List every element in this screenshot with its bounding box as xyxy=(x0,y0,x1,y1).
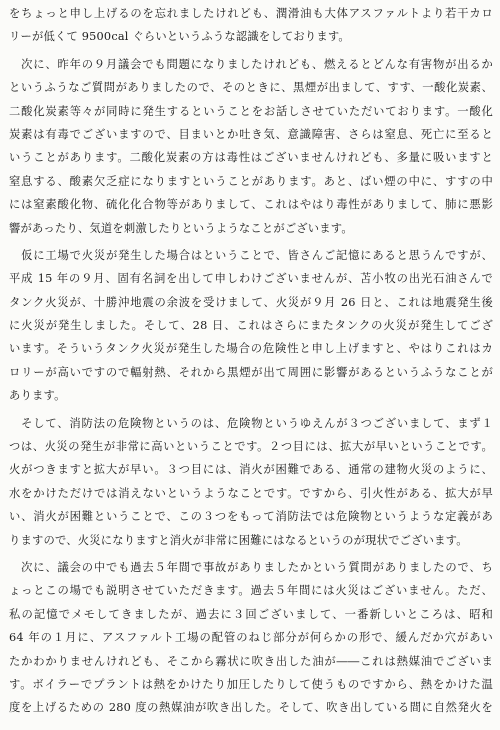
text-line: 火がつきますと拡大が早い。３つ目には、消火が困難である、通常の建物火災のように、 xyxy=(9,463,493,477)
text-line: をちょっと申し上げるのを忘れましたけれども、潤滑油も大体アスファルトより若干カロ xyxy=(9,7,493,20)
text-line: 窒息する、酸素欠乏症になりますということがあります。あと、ばい煙の中に、すすの中 xyxy=(9,174,493,188)
text-line: リーが低くて 9500cal ぐらいというふうな認識をしております。 xyxy=(9,30,350,44)
paragraph-lubricant xyxy=(9,2,493,49)
text-line: 響があったり、気道を刺激したりというようなことがございます。 xyxy=(9,221,353,235)
text-line: ロリーが高いですので輻射熱、それから黒煙が出て周囲に影響があるというふうなことが xyxy=(9,365,493,379)
text-line: あります。 xyxy=(9,389,66,403)
text-line: 次に、議会の中でも過去５年間で事故がありましたかという質問がありましたので、ち xyxy=(9,560,493,574)
text-line: 水をかけただけでは消えないというようなことです。ですから、引火性がある、拡大が早 xyxy=(9,486,493,500)
paragraph-tank-fire xyxy=(9,244,493,408)
text-line: たかわかりませんけれども、そこから霧状に吹き出した油が――これは熱媒油でございま xyxy=(9,654,493,668)
text-line: ょっとこの場でも説明させていただきます。過去５年間には火災はございません。ただ、 xyxy=(9,584,493,598)
text-line: には窒素酸化物、硫化化合物等がありまして、これはやはり毒性がありまして、肺に悪影 xyxy=(9,198,493,212)
text-line: タンク火災が、十勝沖地震の余波を受けまして、火災が９月 26 日と、これは地震発生後 xyxy=(9,295,493,309)
paragraph-past-accidents xyxy=(9,556,493,720)
text-line: に火災が発生しました。そして、28 日、これはさらにまたタンクの火災が発生してござ xyxy=(9,319,493,333)
text-line: つは、火災の発生が非常に高いということです。２つ目には、拡大が早いということです。 xyxy=(9,440,493,454)
text-line: 平成 15 年の９月、固有名詞を出して申しわけございませんが、苫小牧の出光石油さんで xyxy=(9,272,493,286)
text-line: というふうなご質問がありましたので、そのときに、黒煙が出まして、すす、一酸化炭素、 xyxy=(9,81,493,95)
text-line: 64 年の１月に、アスファルト工場の配管のねじ部分が何らかの形で、緩んだか穴があい xyxy=(9,631,493,645)
text-line: 仮に工場で火災が発生した場合はということで、皆さんご記憶にあると思うんですが、 xyxy=(9,248,493,262)
text-line: 炭素は有毒でございますので、目まいとか吐き気、意識障害、さらは窒息、死亡に至ると xyxy=(9,127,493,141)
text-line: 二酸化炭素等々が同時に発生するということをお話しさせていただいております。一酸化 xyxy=(9,104,493,118)
text-line: い、消火が困難ということで、この３つをもって消防法では危険物というような定義があ xyxy=(9,510,493,524)
text-line: います。そういうタンク火災が発生した場合の危険性と申し上げますと、やはりこれはカ xyxy=(9,342,493,356)
text-line: す。ボイラーでプラントは熱をかけたり加圧したりして使うものですから、熱をかけた温 xyxy=(9,677,493,691)
text-line: 次に、昨年の９月議会でも問題になりましたけれども、燃えるとどんな有害物が出るか xyxy=(9,57,493,71)
document-body xyxy=(9,2,493,724)
text-line: りますので、火災になりますと消火が非常に困難にはなるというのが現状でございます。 xyxy=(9,533,468,547)
text-line: そして、消防法の危険物というのは、危険物というゆえんが３つございまして、まず１ xyxy=(9,416,493,430)
paragraph-hazardous-materials xyxy=(9,412,493,552)
text-line: 度を上げるための 280 度の熱媒油が吹き出した。そして、吹き出している間に自然発火を xyxy=(9,701,493,715)
text-line: 私の記憶でメモしてきましたが、過去に３回ございまして、一番新しいところは、昭和 xyxy=(9,607,493,621)
text-line: いうことがあります。二酸化炭素の方は毒性はございませんけれども、多量に吸いますと xyxy=(9,151,493,165)
paragraph-toxic-substances xyxy=(9,53,493,240)
